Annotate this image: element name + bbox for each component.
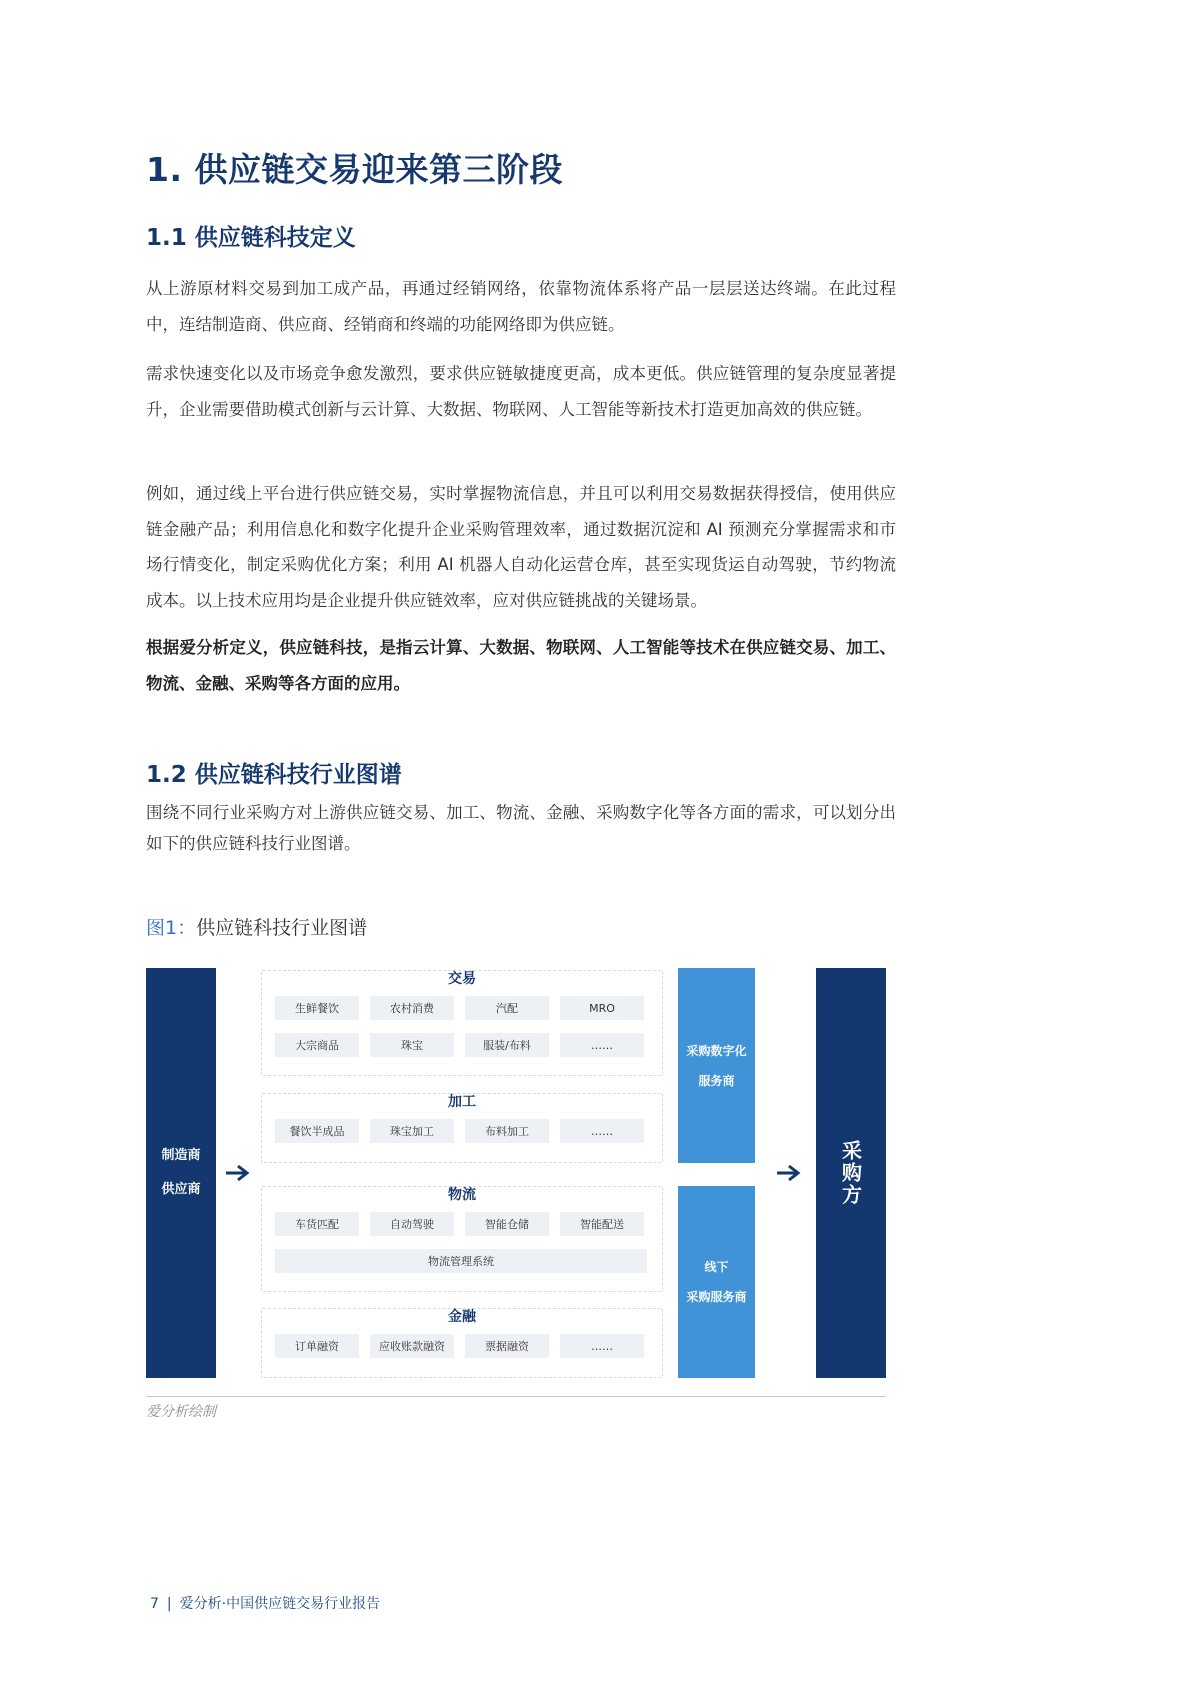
offline-procurement-service-box [678, 1186, 755, 1378]
figure-source: 爱分析绘制 [146, 1404, 216, 1420]
group-trade-title: 交易 [448, 971, 476, 987]
chip-process-1: 餐饮半成品 [275, 1119, 359, 1143]
chip-trade-6: 珠宝 [370, 1033, 454, 1057]
chip-trade-5: 大宗商品 [275, 1033, 359, 1057]
paragraph-1: 从上游原材料交易到加工成产品，再通过经销网络，依靠物流体系将产品一层层送达终端。在此过程中，连结制造商、供应商、经销商和终端的功能网络即为供应链。 [146, 279, 896, 334]
industry-map-figure [146, 968, 886, 1378]
chip-trade-1: 生鲜餐饮 [275, 996, 359, 1020]
subsection-title-map: 1.2 供应链科技行业图谱 [146, 762, 402, 788]
chip-logistics-3: 智能仓储 [465, 1212, 549, 1236]
chip-finance-3: 票据融资 [465, 1334, 549, 1358]
group-trade [261, 970, 663, 1076]
chip-logistics-management-system: 物流管理系统 [275, 1249, 647, 1273]
chip-process-2: 珠宝加工 [370, 1119, 454, 1143]
paragraph-definition-bold: 根据爱分析定义，供应链科技，是指云计算、大数据、物联网、人工智能等技术在供应链交易、加工、物流、金融、采购等各方面的应用。 [146, 638, 896, 693]
box-bottom-line-2: 采购服务商 [686, 1290, 747, 1304]
chip-trade-2: 农村消费 [370, 996, 454, 1020]
purchaser-label: 采购方 [838, 1140, 863, 1206]
page-footer [150, 1593, 380, 1613]
chip-finance-4: …… [560, 1334, 644, 1358]
group-finance-title: 金融 [448, 1309, 476, 1325]
paragraph-5: 围绕不同行业采购方对上游供应链交易、加工、物流、金融、采购数字化等各方面的需求，可以划分出如下的供应链科技行业图谱。 [146, 803, 896, 853]
chip-process-4: …… [560, 1119, 644, 1143]
box-bottom-line-1: 线下 [704, 1260, 729, 1274]
chip-trade-7: 服装/布料 [465, 1033, 549, 1057]
box-top-line-2: 服务商 [698, 1073, 735, 1088]
paragraph-3: 例如，通过线上平台进行供应链交易，实时掌握物流信息，并且可以利用交易数据获得授信，使用供应链金融产品；利用信息化和数字化提升企业采购管理效率，通过数据沉淀和 AI 预测充分掌握需求和市场行情变化，制定采购优化方案；利用 AI 机器人自动化运营仓库，甚至实现货运自动驾驶，节约物流成本。以上技术应用均是企业提升供应链效率，应对供应链挑战的关键场景。 [146, 484, 896, 610]
page-number: 7 [150, 1596, 159, 1612]
group-logistics [261, 1186, 663, 1292]
arrow-right-icon [775, 1163, 803, 1183]
chip-finance-2: 应收账款融资 [370, 1334, 454, 1358]
figure-title [146, 913, 367, 940]
footer-report-title: 爱分析·中国供应链交易行业报告 [179, 1596, 381, 1612]
chip-trade-3: 汽配 [465, 996, 549, 1020]
group-logistics-title: 物流 [448, 1187, 476, 1203]
chip-trade-8: …… [560, 1033, 644, 1057]
chip-trade-4: MRO [560, 996, 644, 1020]
subsection-title-definition: 1.1 供应链科技定义 [146, 225, 356, 251]
manufacturer-supplier-pillar [146, 968, 216, 1378]
left-pillar-line-2: 供应商 [161, 1182, 201, 1197]
section-title: 1. 供应链交易迎来第三阶段 [146, 150, 563, 189]
figure-number: 图1： [146, 917, 197, 939]
chip-logistics-2: 自动驾驶 [370, 1212, 454, 1236]
paragraph-2: 需求快速变化以及市场竞争愈发激烈，要求供应链敏捷度更高，成本更低。供应链管理的复杂度显著提升，企业需要借助模式创新与云计算、大数据、物联网、人工智能等新技术打造更加高效的供应链。 [146, 364, 896, 419]
footer-separator: | [166, 1596, 172, 1612]
chip-finance-1: 订单融资 [275, 1334, 359, 1358]
chip-logistics-1: 车货匹配 [275, 1212, 359, 1236]
arrow-right-icon [224, 1163, 252, 1183]
procurement-digital-service-box [678, 968, 755, 1163]
purchaser-pillar [816, 968, 886, 1378]
figure-divider [146, 1396, 886, 1397]
group-processing-title: 加工 [448, 1094, 476, 1110]
figure-title-text: 供应链科技行业图谱 [196, 917, 368, 939]
group-finance [261, 1308, 663, 1378]
chip-process-3: 布料加工 [465, 1119, 549, 1143]
box-top-line-1: 采购数字化 [686, 1043, 747, 1058]
left-pillar-line-1: 制造商 [161, 1148, 201, 1163]
group-processing [261, 1093, 663, 1163]
chip-logistics-4: 智能配送 [560, 1212, 644, 1236]
